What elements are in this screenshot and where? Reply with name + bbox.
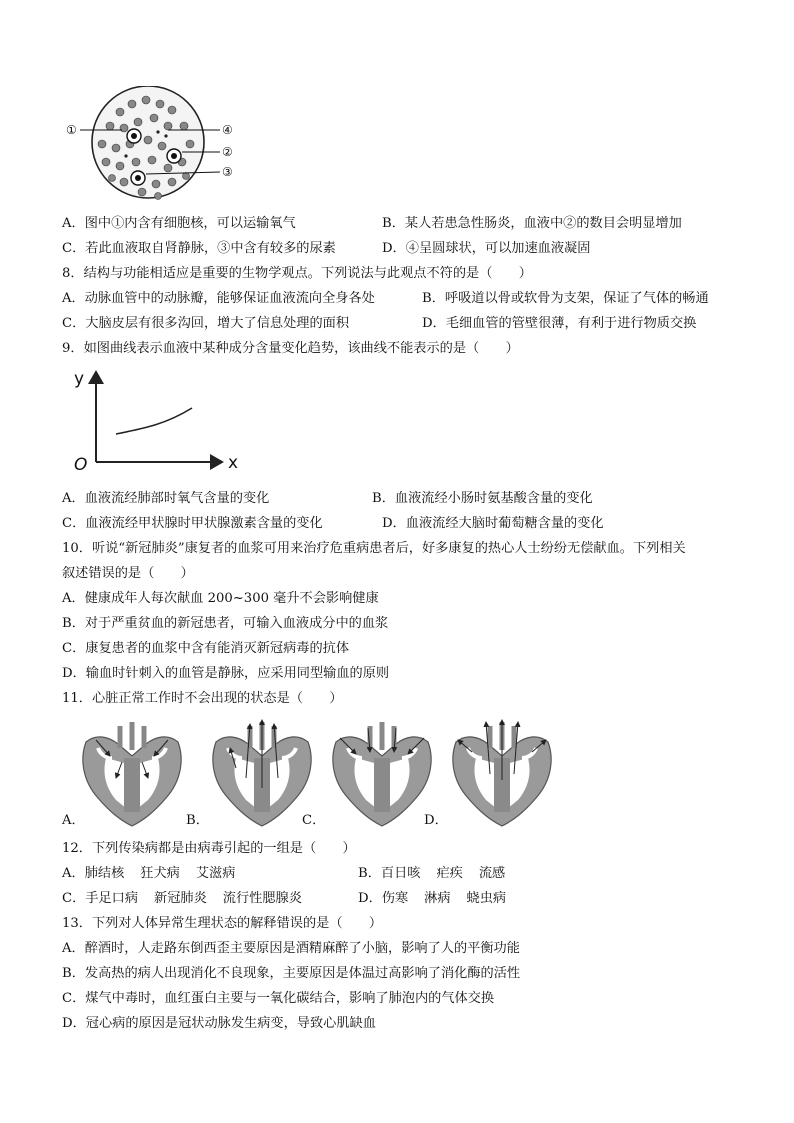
q13-stem: 13．下列对人体异常生理状态的解释错误的是（ ） [62, 916, 383, 931]
q11-stem: 11．心脏正常工作时不会出现的状态是（ ） [62, 691, 343, 706]
q13-option-c: C．煤气中毒时，血红蛋白主要与一氧化碳结合，影响了肺泡内的气体交换 [62, 991, 495, 1006]
q9-option-d: D．血液流经大脑时葡萄糖含量的变化 [382, 516, 604, 531]
q12-d-item: D．伤寒 [358, 891, 409, 906]
figure-label-1: ① [66, 123, 77, 137]
q11-label-d: D． [424, 813, 448, 828]
q12-option-a [62, 865, 251, 883]
q12-b-item: 流感 [478, 866, 506, 881]
q9-stem: 9．如图曲线表示血液中某种成分含量变化趋势，该曲线不能表示的是（ ） [62, 341, 519, 356]
origin-label: O [74, 455, 88, 475]
q9-option-b: B．血液流经小肠时氨基酸含量的变化 [372, 491, 593, 506]
q8-option-a: A．动脉血管中的动脉瓣，能够保证血液流向全身各处 [62, 291, 375, 306]
q7-option-d: D．④呈圆球状，可以加速血液凝固 [382, 241, 591, 256]
q8-option-d: D．毛细血管的管壁很薄，有利于进行物质交换 [422, 316, 697, 331]
blood-smear-figure [62, 86, 252, 214]
q12-c-item: 流行性腮腺炎 [222, 891, 302, 906]
q12-b-item: 疟疾 [436, 866, 463, 881]
q11-label-b: B． [186, 813, 209, 828]
q11-label-a: A． [62, 813, 85, 828]
q7-option-b: B．某人若患急性肠炎，血液中②的数目会明显增加 [382, 216, 682, 231]
axis-y-label: y [74, 369, 85, 389]
heart-d-icon [453, 720, 551, 826]
q9-option-a: A．血液流经肺部时氧气含量的变化 [62, 491, 270, 506]
figure-label-2: ② [222, 145, 233, 159]
heart-c-icon [333, 722, 431, 826]
q10-option-a: A．健康成年人每次献血 200~300 毫升不会影响健康 [62, 591, 379, 606]
heart-b-icon [213, 720, 311, 826]
q13-option-b: B．发高热的病人出现消化不良现象，主要原因是体温过高影响了消化酶的活性 [62, 966, 521, 981]
q12-option-c [62, 890, 318, 908]
figure-label-4: ④ [222, 123, 233, 137]
figure-label-3: ③ [222, 165, 233, 179]
q12-c-item: C．手足口病 [62, 891, 139, 906]
q12-c-item: 新冠肺炎 [154, 891, 207, 906]
q11-heart-diagrams [56, 718, 616, 832]
q12-b-item: B．百日咳 [358, 866, 421, 881]
q11-label-c: C． [302, 813, 326, 828]
rising-curve [116, 408, 192, 434]
q13-option-a: A．醉酒时，人走路东倒西歪主要原因是酒精麻醉了小脑，影响了人的平衡功能 [62, 941, 520, 956]
q10-stem-line1: 10．听说“新冠肺炎”康复者的血浆可用来治疗危重病患者后，好多康复的热心人士纷纷无偿献血。下列相关 [62, 541, 686, 556]
axis-x-label: x [228, 453, 239, 473]
q12-option-d [358, 890, 522, 908]
q10-stem-line2: 叙述错误的是（ ） [62, 566, 194, 581]
q12-a-item: A．肺结核 [62, 866, 125, 881]
q10-option-b: B．对于严重贫血的新冠患者，可输入血液成分中的血浆 [62, 616, 389, 631]
heart-a-icon [83, 722, 181, 826]
q12-a-item: 狂犬病 [140, 866, 180, 881]
q12-option-b [358, 865, 521, 883]
q13-option-d: D．冠心病的原因是冠状动脉发生病变，导致心肌缺血 [62, 1016, 376, 1031]
q10-option-c: C．康复患者的血浆中含有能消灭新冠病毒的抗体 [62, 641, 350, 656]
q9-curve-graph [66, 364, 256, 476]
q8-option-b: B．呼吸道以骨或软骨为支架，保证了气体的畅通 [422, 291, 709, 306]
q7-option-c: C．若此血液取自肾静脉，③中含有较多的尿素 [62, 241, 336, 256]
q7-option-a: A．图中①内含有细胞核，可以运输氧气 [62, 216, 296, 231]
q8-stem: 8．结构与功能相适应是重要的生物学观点。下列说法与此观点不符的是（ ） [62, 266, 532, 281]
q12-a-item: 艾滋病 [195, 866, 236, 881]
q9-option-c: C．血液流经甲状腺时甲状腺激素含量的变化 [62, 516, 323, 531]
q10-option-d: D．输血时针刺入的血管是静脉，应采用同型输血的原则 [62, 666, 390, 681]
q8-option-c: C．大脑皮层有很多沟回，增大了信息处理的面积 [62, 316, 350, 331]
q12-d-item: 淋病 [424, 891, 451, 906]
q12-d-item: 蛲虫病 [466, 891, 507, 906]
q12-stem: 12．下列传染病都是由病毒引起的一组是（ ） [62, 841, 356, 856]
